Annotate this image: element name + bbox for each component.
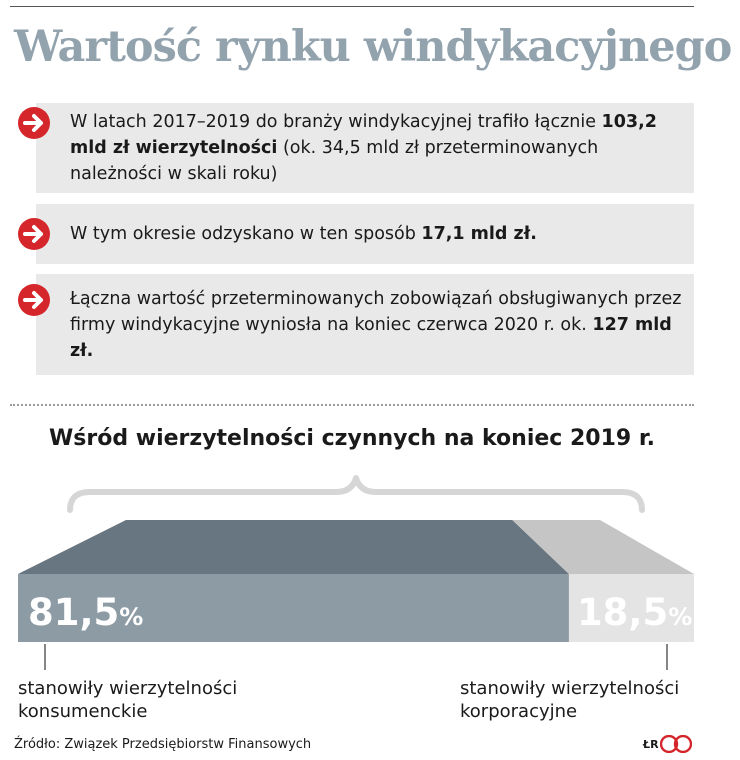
fact-run: W latach 2017–2019 do branży windykacyjnej trafiło łącznie: [70, 112, 602, 132]
grouping-brace: [70, 478, 642, 510]
bar-top-0: [18, 520, 569, 574]
fact-run: (ok. 34,5 mld zł przeterminowanych należności w skali roku): [70, 138, 599, 184]
arrow-right-icon: [17, 283, 51, 317]
top-rule: [10, 6, 694, 7]
fact-text-2: [70, 221, 537, 247]
fact-panel-1: [36, 103, 694, 193]
dotted-divider: [10, 404, 694, 406]
page-title: Wartość rynku windykacyjnego: [14, 22, 732, 72]
fact-run: 103,2 mld zł wierzytelności: [70, 112, 657, 158]
publisher-logo-icon: [660, 735, 692, 753]
source-note: Źródło: Związek Przedsiębiorstw Finansowych: [14, 737, 312, 752]
fact-panel-3: [36, 274, 694, 375]
data-label-unit: %: [119, 603, 144, 631]
data-label-value: 18,5: [576, 591, 669, 634]
fact-run: 17,1 mld zł.: [421, 224, 537, 244]
legend-label-consumer: stanowiły wierzytelności konsumenckie: [18, 678, 238, 722]
share-chart: [0, 470, 740, 670]
fact-panel-2: [36, 204, 694, 264]
arrow-right-icon: [17, 217, 51, 251]
legend-label-corporate: stanowiły wierzytelności korporacyjne: [460, 678, 680, 722]
fact-run: Łączna wartość przeterminowanych zobowiązań obsługiwanych przez firmy windykacyjne wyniosła na koniec czerwca 2020 r. ok.: [70, 288, 682, 335]
data-label-value: 81,5: [28, 591, 120, 634]
arrow-right-icon: [17, 106, 51, 140]
fact-text-1: [70, 109, 682, 187]
fact-run: 127 mld zł.: [70, 314, 672, 361]
data-label-unit: %: [668, 603, 693, 631]
author-initials: ŁR: [643, 738, 659, 751]
fact-text-3: [70, 286, 682, 364]
fact-run: W tym okresie odzyskano w ten sposób: [70, 224, 422, 244]
chart-title: Wśród wierzytelności czynnych na koniec 2019 r.: [49, 426, 655, 451]
